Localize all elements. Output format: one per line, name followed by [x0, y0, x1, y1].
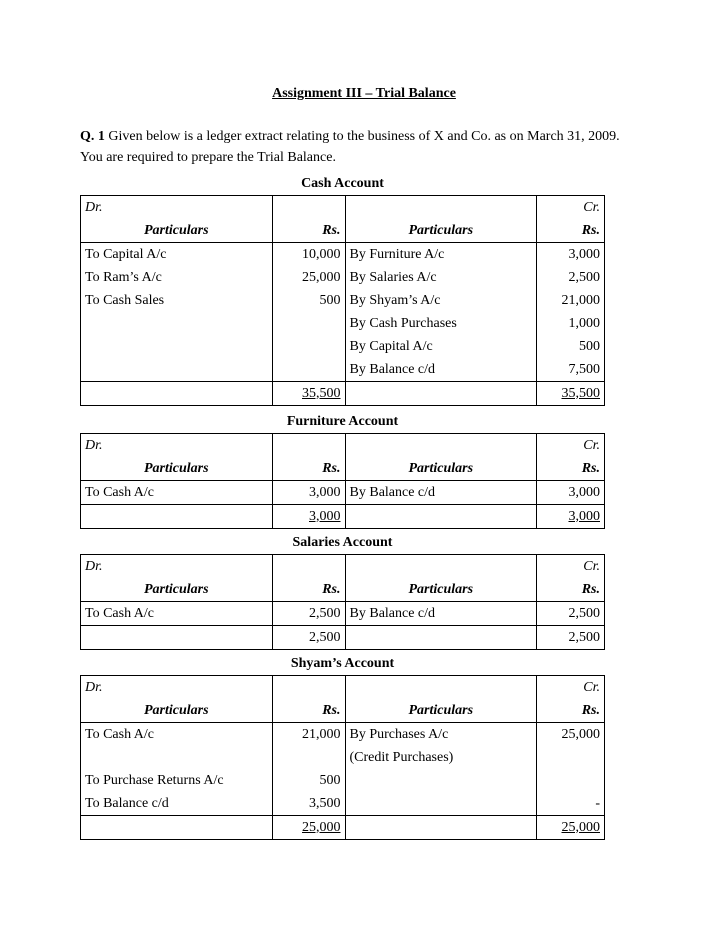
total-row — [81, 382, 605, 406]
cr-particular: (Credit Purchases) — [345, 746, 537, 769]
cr-amount: 3,000 — [537, 481, 605, 505]
cr-amount: 2,500 — [537, 266, 605, 289]
table-row — [81, 746, 605, 769]
dr-total: 3,000 — [309, 508, 341, 524]
cr-total: 25,000 — [561, 819, 600, 835]
column-header-particulars: Particulars — [345, 578, 537, 602]
table-row — [81, 312, 605, 335]
question-body: Given below is a ledger extract relating to the business of X and Co. as on March 31, 2009. — [108, 129, 620, 144]
salaries-account-table — [80, 531, 605, 650]
page-title: Assignment III – Trial Balance — [272, 86, 456, 101]
cr-amount — [537, 769, 605, 792]
dr-label: Dr. — [81, 434, 273, 458]
account-title: Salaries Account — [292, 534, 393, 550]
cr-label: Cr. — [537, 434, 605, 458]
dr-amount: 500 — [272, 289, 345, 312]
cr-total: 3,000 — [568, 508, 600, 524]
column-header-rs: Rs. — [272, 457, 345, 481]
cr-label: Cr. — [537, 555, 605, 579]
cr-particular — [345, 769, 537, 792]
dr-particular: To Ram’s A/c — [81, 266, 273, 289]
account-title: Shyam’s Account — [290, 655, 395, 671]
column-header-particulars: Particulars — [345, 699, 537, 723]
dr-particular: To Balance c/d — [81, 792, 273, 816]
column-header-particulars: Particulars — [81, 219, 273, 243]
cr-amount: 1,000 — [537, 312, 605, 335]
dr-label: Dr. — [81, 676, 273, 700]
cr-amount: 500 — [537, 335, 605, 358]
column-header-particulars: Particulars — [345, 219, 537, 243]
column-header-particulars: Particulars — [345, 457, 537, 481]
dr-particular — [81, 358, 273, 382]
dr-amount — [272, 746, 345, 769]
total-row — [81, 816, 605, 840]
cr-particular: By Salaries A/c — [345, 266, 537, 289]
furniture-account-table — [80, 410, 605, 529]
cr-amount: 3,000 — [537, 243, 605, 267]
dr-amount: 3,500 — [272, 792, 345, 816]
cr-particular: By Capital A/c — [345, 335, 537, 358]
cr-amount: - — [537, 792, 605, 816]
column-header-rs: Rs. — [272, 578, 345, 602]
cr-label: Cr. — [537, 196, 605, 220]
total-row — [81, 505, 605, 529]
table-row — [81, 358, 605, 382]
dr-particular — [81, 746, 273, 769]
dr-amount — [272, 358, 345, 382]
question-instruction: You are required to prepare the Trial Balance. — [80, 150, 336, 165]
table-row — [81, 481, 605, 505]
dr-amount: 500 — [272, 769, 345, 792]
column-header-rs: Rs. — [537, 219, 605, 243]
cr-particular: By Cash Purchases — [345, 312, 537, 335]
dr-amount — [272, 312, 345, 335]
dr-amount: 2,500 — [272, 602, 345, 626]
cr-particular: By Balance c/d — [345, 481, 537, 505]
table-row — [81, 266, 605, 289]
dr-amount: 3,000 — [272, 481, 345, 505]
table-row — [81, 289, 605, 312]
cr-particular: By Balance c/d — [345, 602, 537, 626]
dr-amount: 25,000 — [272, 266, 345, 289]
table-row — [81, 602, 605, 626]
account-title: Cash Account — [301, 175, 384, 191]
cr-particular: By Shyam’s A/c — [345, 289, 537, 312]
question-text — [80, 126, 700, 168]
column-header-rs: Rs. — [272, 699, 345, 723]
dr-particular — [81, 335, 273, 358]
column-header-rs: Rs. — [537, 699, 605, 723]
column-header-particulars: Particulars — [81, 699, 273, 723]
dr-particular: To Cash A/c — [81, 602, 273, 626]
dr-particular: To Purchase Returns A/c — [81, 769, 273, 792]
dr-particular — [81, 312, 273, 335]
column-header-particulars: Particulars — [81, 578, 273, 602]
dr-particular: To Cash A/c — [81, 723, 273, 747]
table-row — [81, 769, 605, 792]
dr-total: 35,500 — [302, 385, 341, 401]
table-row — [81, 723, 605, 747]
cr-particular: By Purchases A/c — [345, 723, 537, 747]
table-row — [81, 243, 605, 267]
dr-total: 2,500 — [272, 626, 345, 650]
cr-total: 35,500 — [561, 385, 600, 401]
cr-particular: By Balance c/d — [345, 358, 537, 382]
dr-total: 25,000 — [302, 819, 341, 835]
column-header-rs: Rs. — [537, 457, 605, 481]
dr-particular: To Capital A/c — [81, 243, 273, 267]
dr-amount: 10,000 — [272, 243, 345, 267]
cr-amount: 2,500 — [537, 602, 605, 626]
shyam-account-table — [80, 652, 605, 840]
cr-label: Cr. — [537, 676, 605, 700]
total-row — [81, 626, 605, 650]
account-title: Furniture Account — [286, 413, 399, 429]
column-header-rs: Rs. — [537, 578, 605, 602]
dr-particular: To Cash Sales — [81, 289, 273, 312]
cr-particular — [345, 792, 537, 816]
dr-label: Dr. — [81, 555, 273, 579]
cr-amount: 25,000 — [537, 723, 605, 747]
table-row — [81, 792, 605, 816]
cr-amount — [537, 746, 605, 769]
cr-amount: 7,500 — [537, 358, 605, 382]
question-label: Q. 1 — [80, 129, 105, 144]
column-header-rs: Rs. — [272, 219, 345, 243]
dr-amount: 21,000 — [272, 723, 345, 747]
cr-total: 2,500 — [537, 626, 605, 650]
column-header-particulars: Particulars — [81, 457, 273, 481]
dr-particular: To Cash A/c — [81, 481, 273, 505]
cr-amount: 21,000 — [537, 289, 605, 312]
table-row — [81, 335, 605, 358]
dr-amount — [272, 335, 345, 358]
cash-account-table — [80, 172, 605, 406]
cr-particular: By Furniture A/c — [345, 243, 537, 267]
dr-label: Dr. — [81, 196, 273, 220]
